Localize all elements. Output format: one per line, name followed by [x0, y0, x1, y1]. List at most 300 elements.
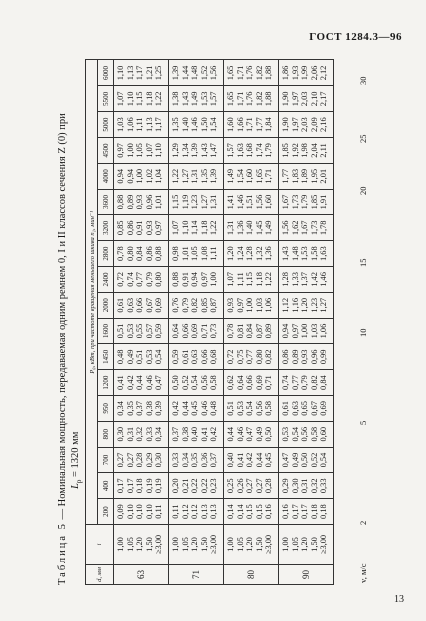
power-value: 1,11 — [135, 117, 145, 132]
power-value: 0,96 — [309, 349, 319, 365]
power-value: 0,75 — [235, 349, 245, 365]
power-value: 0,59 — [171, 349, 180, 365]
power-value: 1,02 — [144, 168, 154, 184]
power-cell — [224, 241, 279, 267]
power-value: 0,30 — [154, 452, 164, 468]
power-cell — [114, 86, 169, 112]
ratio-value: 1,50 — [199, 537, 209, 552]
power-value: 0,33 — [319, 478, 329, 494]
power-value: 1,17 — [135, 65, 145, 81]
power-cell — [114, 60, 169, 86]
ratio-value: ≥3,00 — [154, 534, 164, 555]
power-value: 0,14 — [226, 504, 235, 519]
power-value: 1,90 — [281, 117, 290, 132]
power-value: 1,67 — [281, 194, 290, 210]
power-value: 0,35 — [125, 401, 135, 416]
power-value: 0,66 — [199, 349, 209, 365]
power-value: 1,74 — [254, 143, 264, 158]
ratio-cell — [279, 525, 334, 565]
ratio-header: i — [86, 525, 114, 565]
power-value: 0,37 — [209, 452, 219, 468]
power-value: 0,52 — [180, 375, 190, 390]
power-value: 0,53 — [235, 401, 245, 416]
power-value: 0,80 — [125, 246, 135, 261]
freq-header: 1200 — [98, 370, 114, 396]
ratio-cell — [224, 525, 279, 565]
power-value: 0,63 — [290, 401, 300, 416]
power-cell — [114, 267, 169, 293]
power-value: 0,94 — [190, 272, 200, 287]
power-value: 1,71 — [235, 65, 245, 81]
power-value: 1,07 — [116, 91, 125, 107]
power-value: 0,42 — [125, 375, 135, 390]
power-value: 0,71 — [264, 375, 274, 390]
power-cell — [224, 138, 279, 164]
power-value: 1,83 — [290, 168, 300, 184]
power-value: 0,56 — [300, 426, 310, 442]
power-value: 0,40 — [190, 426, 200, 442]
power-value: 1,40 — [245, 220, 255, 236]
power-value: 0,69 — [319, 401, 329, 416]
power-cell — [169, 86, 224, 112]
power-value: 1,11 — [209, 246, 219, 261]
power-cell — [169, 318, 224, 344]
power-cell — [169, 215, 224, 241]
power-cell — [279, 499, 334, 525]
power-value: 1,65 — [254, 168, 264, 184]
power-header: P₀, кВт, при частоте вращения меньшего шкива n₁, мин⁻¹ — [86, 60, 98, 525]
power-value: 1,93 — [290, 65, 300, 81]
power-value: 0,63 — [190, 349, 200, 365]
power-cell — [169, 292, 224, 318]
power-value: 1,86 — [281, 65, 290, 81]
power-cell — [224, 499, 279, 525]
power-cell — [224, 421, 279, 447]
power-value: 0,84 — [319, 375, 329, 390]
power-value: 0,53 — [125, 323, 135, 339]
power-value: 1,00 — [125, 143, 135, 158]
power-value: 0,18 — [135, 478, 145, 494]
power-value: 1,46 — [319, 272, 329, 287]
power-value: 0,34 — [154, 426, 164, 442]
power-value: 1,16 — [290, 297, 300, 313]
power-value: 0,89 — [290, 349, 300, 365]
power-value: 0,61 — [180, 349, 190, 365]
power-cell — [114, 215, 169, 241]
power-value: 1,27 — [180, 168, 190, 184]
power-cell — [169, 499, 224, 525]
power-value: 0,51 — [116, 323, 125, 339]
power-value: 1,27 — [199, 194, 209, 210]
power-value: 0,96 — [144, 194, 154, 210]
power-value: 1,13 — [125, 65, 135, 81]
power-value: 0,46 — [199, 401, 209, 416]
power-value: 1,22 — [171, 168, 180, 184]
power-value: 0,77 — [135, 272, 145, 287]
ratio-value: 1,00 — [171, 537, 180, 552]
power-value: 1,67 — [300, 220, 310, 236]
page-number: 13 — [394, 594, 404, 605]
power-value: 2,09 — [309, 117, 319, 132]
power-value: 0,47 — [154, 375, 164, 390]
power-value: 0,82 — [309, 375, 319, 390]
power-value: 0,51 — [226, 401, 235, 416]
power-value: 0,41 — [199, 426, 209, 442]
power-value: 0,28 — [135, 452, 145, 468]
power-value: 0,64 — [171, 323, 180, 339]
power-value: 0,84 — [135, 246, 145, 261]
power-value: 0,54 — [319, 452, 329, 468]
power-value: 1,56 — [254, 194, 264, 210]
power-value: 1,07 — [144, 143, 154, 158]
power-value: 0,53 — [144, 349, 154, 365]
power-value: 0,93 — [300, 349, 310, 365]
power-value: 0,78 — [116, 246, 125, 261]
power-cell — [224, 189, 279, 215]
power-cell — [114, 241, 169, 267]
diameter-header: d, мм — [86, 565, 114, 585]
power-value: 1,97 — [290, 117, 300, 132]
power-value: 0,87 — [209, 297, 219, 313]
ratio-value: ≥3,00 — [209, 534, 219, 555]
power-cell — [169, 138, 224, 164]
power-value: 0,86 — [281, 349, 290, 365]
power-value: 0,85 — [116, 220, 125, 236]
power-value: 0,79 — [144, 272, 154, 287]
power-value: 0,36 — [199, 452, 209, 468]
freq-header: 4000 — [98, 163, 114, 189]
power-value: 0,40 — [226, 452, 235, 468]
velocity-tick: 10 — [358, 328, 368, 337]
power-value: 0,97 — [154, 220, 164, 236]
power-value: 0,49 — [290, 452, 300, 468]
power-value: 1,90 — [281, 91, 290, 107]
power-cell — [279, 267, 334, 293]
power-value: 1,56 — [281, 220, 290, 236]
power-value: 0,13 — [199, 504, 209, 519]
power-value: 1,47 — [209, 143, 219, 158]
power-value: 1,54 — [235, 168, 245, 184]
power-value: 1,46 — [235, 194, 245, 210]
power-value: 1,14 — [190, 220, 200, 236]
diameter-cell: 71 — [169, 565, 224, 585]
velocity-label: v, м/с — [358, 563, 368, 583]
power-value: 0,52 — [309, 452, 319, 468]
power-value: 0,10 — [135, 504, 145, 519]
power-value: 0,91 — [135, 220, 145, 236]
power-value: 0,41 — [116, 375, 125, 390]
power-value: 1,06 — [264, 297, 274, 313]
power-value: 1,62 — [290, 220, 300, 236]
power-value: 0,60 — [319, 426, 329, 442]
power-value: 0,12 — [190, 504, 200, 519]
power-value: 0,73 — [209, 323, 219, 339]
power-value: 0,54 — [154, 349, 164, 365]
power-value: 0,23 — [209, 478, 219, 494]
power-value: 0,38 — [144, 401, 154, 416]
power-cell — [224, 447, 279, 473]
power-value: 2,01 — [319, 168, 329, 184]
power-value: 2,17 — [319, 91, 329, 107]
power-cell — [224, 267, 279, 293]
power-value: 0,77 — [290, 375, 300, 390]
ratio-value: ≥3,00 — [319, 534, 329, 555]
power-value: 0,37 — [171, 426, 180, 442]
power-cell — [224, 86, 279, 112]
power-cell — [169, 189, 224, 215]
power-cell — [224, 60, 279, 86]
document-header: ГОСТ 1284.3—96 — [309, 31, 402, 43]
power-value: 0,86 — [144, 246, 154, 261]
power-value: 0,94 — [281, 323, 290, 339]
power-cell — [169, 447, 224, 473]
freq-header: 5000 — [98, 112, 114, 138]
power-value: 2,04 — [309, 143, 319, 158]
ratio-value: 1,00 — [281, 537, 290, 552]
ratio-value: 1,05 — [235, 537, 245, 552]
power-value: 0,97 — [116, 143, 125, 158]
power-value: 1,92 — [290, 143, 300, 158]
power-value: 0,22 — [199, 478, 209, 494]
power-value: 1,73 — [309, 220, 319, 236]
power-value: 1,71 — [245, 117, 255, 132]
power-value: 0,11 — [171, 504, 180, 519]
power-value: 1,51 — [245, 194, 255, 210]
power-value: 0,27 — [116, 452, 125, 468]
power-value: 0,89 — [264, 323, 274, 339]
power-value: 0,19 — [154, 478, 164, 494]
power-value: 1,77 — [254, 117, 264, 132]
ratio-value: 1,50 — [309, 537, 319, 552]
power-value: 1,01 — [180, 246, 190, 261]
power-value: 1,82 — [254, 91, 264, 107]
power-value: 1,37 — [300, 272, 310, 287]
power-value: 1,60 — [264, 194, 274, 210]
power-value: 1,76 — [245, 91, 255, 107]
power-value: 0,31 — [300, 478, 310, 494]
power-value: 0,25 — [226, 478, 235, 494]
power-value: 1,28 — [281, 272, 290, 287]
rotated-table-block — [56, 60, 386, 585]
power-value: 1,11 — [235, 272, 245, 287]
power-value: 0,74 — [125, 272, 135, 287]
power-value: 0,20 — [171, 478, 180, 494]
power-value: 0,81 — [235, 323, 245, 339]
power-value: 1,73 — [290, 194, 300, 210]
power-value: 0,27 — [245, 478, 255, 494]
power-cell — [114, 421, 169, 447]
power-value: 1,68 — [245, 143, 255, 158]
power-value: 1,22 — [154, 91, 164, 107]
power-value: 0,98 — [171, 246, 180, 261]
power-value: 1,17 — [154, 117, 164, 132]
power-cell — [114, 473, 169, 499]
velocity-tick: 15 — [358, 258, 368, 267]
power-value: 0,10 — [125, 504, 135, 519]
power-value: 2,12 — [319, 65, 329, 81]
freq-header: 5500 — [98, 86, 114, 112]
power-value: 0,21 — [180, 478, 190, 494]
power-value: 0,38 — [180, 426, 190, 442]
power-value: 1,49 — [190, 91, 200, 107]
power-value: 0,51 — [135, 349, 145, 365]
power-value: 0,82 — [264, 349, 274, 365]
power-value: 0,49 — [254, 426, 264, 442]
power-value: 1,95 — [309, 168, 319, 184]
power-value: 0,66 — [180, 323, 190, 339]
power-value: 0,57 — [144, 323, 154, 339]
power-cell — [279, 215, 334, 241]
power-value: 1,40 — [180, 117, 190, 132]
power-cell — [114, 447, 169, 473]
power-cell — [169, 112, 224, 138]
power-value: 1,43 — [180, 91, 190, 107]
power-value: 0,74 — [281, 375, 290, 390]
power-value: 0,97 — [235, 297, 245, 313]
power-value: 0,77 — [245, 349, 255, 365]
power-value: 1,60 — [245, 168, 255, 184]
velocity-tick: 30 — [358, 76, 368, 85]
power-cell — [169, 60, 224, 86]
power-value: 2,03 — [300, 117, 310, 132]
freq-header: 2800 — [98, 241, 114, 267]
power-value: 0,88 — [171, 272, 180, 287]
power-cell — [169, 396, 224, 422]
power-value: 0,87 — [254, 323, 264, 339]
diameter-cell: 80 — [224, 565, 279, 585]
power-value: 0,59 — [154, 323, 164, 339]
power-value: 0,15 — [245, 504, 255, 519]
power-cell — [279, 86, 334, 112]
power-value: 0,50 — [171, 375, 180, 390]
power-value: 0,45 — [190, 401, 200, 416]
power-value: 1,28 — [245, 246, 255, 261]
freq-header: 800 — [98, 421, 114, 447]
power-value: 1,23 — [190, 194, 200, 210]
velocity-scale — [358, 60, 372, 585]
power-value: 0,78 — [226, 323, 235, 339]
power-value: 1,53 — [199, 91, 209, 107]
power-value: 0,47 — [245, 426, 255, 442]
power-value: 2,06 — [309, 65, 319, 81]
ratio-value: 1,00 — [226, 537, 235, 552]
power-value: 0,53 — [281, 426, 290, 442]
power-value: 1,42 — [309, 272, 319, 287]
power-value: 1,57 — [209, 91, 219, 107]
power-cell — [224, 112, 279, 138]
power-value: 1,18 — [254, 272, 264, 287]
power-cell — [224, 292, 279, 318]
power-value: 1,00 — [135, 168, 145, 184]
power-cell — [224, 318, 279, 344]
power-value: 0,69 — [254, 375, 264, 390]
ratio-value: 1,50 — [144, 537, 154, 552]
power-value: 1,21 — [144, 65, 154, 81]
power-value: 1,43 — [281, 246, 290, 261]
power-value: 0,54 — [290, 426, 300, 442]
freq-header: 400 — [98, 473, 114, 499]
ratio-value: 1,05 — [290, 537, 300, 552]
freq-header: 700 — [98, 447, 114, 473]
power-value: 0,18 — [309, 504, 319, 519]
power-value: 0,14 — [235, 504, 245, 519]
power-value: 1,00 — [209, 272, 219, 287]
power-value: 1,34 — [180, 143, 190, 158]
caption-line2: = 1320 мм — [70, 431, 81, 480]
power-value: 0,79 — [300, 375, 310, 390]
power-value: 0,79 — [180, 297, 190, 313]
power-value: 1,78 — [319, 220, 329, 236]
power-value: 0,55 — [135, 323, 145, 339]
power-value: 0,44 — [135, 375, 145, 390]
power-value: 1,04 — [154, 168, 164, 184]
power-value: 0,16 — [281, 504, 290, 519]
power-value: 1,00 — [300, 323, 310, 339]
power-value: 1,05 — [135, 143, 145, 158]
power-value: 0,39 — [154, 401, 164, 416]
power-value: 1,77 — [281, 168, 290, 184]
power-value: 0,67 — [309, 401, 319, 416]
power-value: 0,62 — [226, 375, 235, 390]
power-value: 1,39 — [190, 143, 200, 158]
power-value: 1,54 — [209, 117, 219, 132]
power-value: 0,32 — [309, 478, 319, 494]
power-value: 0,34 — [180, 452, 190, 468]
power-value: 1,23 — [309, 297, 319, 313]
power-value: 0,29 — [144, 452, 154, 468]
power-value: 0,22 — [190, 478, 200, 494]
power-value: 1,66 — [235, 117, 245, 132]
power-value: 1,05 — [190, 246, 200, 261]
power-value: 0,44 — [226, 426, 235, 442]
power-value: 0,66 — [245, 375, 255, 390]
power-value: 1,91 — [319, 194, 329, 210]
power-cell — [279, 241, 334, 267]
power-value: 0,42 — [245, 452, 255, 468]
power-cell — [279, 344, 334, 370]
power-value: 1,41 — [226, 194, 235, 210]
velocity-tick: 25 — [358, 134, 368, 143]
freq-header: 4500 — [98, 138, 114, 164]
ratio-value: 1,50 — [254, 537, 264, 552]
power-value: 0,16 — [264, 504, 274, 519]
power-value: 0,48 — [116, 349, 125, 365]
power-cell — [224, 344, 279, 370]
ratio-value: 1,20 — [190, 537, 200, 552]
freq-header: 1450 — [98, 344, 114, 370]
power-value: 1,85 — [281, 143, 290, 158]
power-value: 1,33 — [290, 272, 300, 287]
power-value: 0,58 — [309, 426, 319, 442]
power-value: 0,46 — [144, 375, 154, 390]
power-value: 1,36 — [235, 220, 245, 236]
ratio-value: 1,20 — [300, 537, 310, 552]
power-cell — [279, 138, 334, 164]
power-value: 1,07 — [171, 220, 180, 236]
diameter-cell: 90 — [279, 565, 334, 585]
ratio-value: 1,20 — [135, 537, 145, 552]
power-value: 0,97 — [199, 272, 209, 287]
ratio-value: 1,05 — [180, 537, 190, 552]
power-value: 0,76 — [171, 297, 180, 313]
power-cell — [279, 473, 334, 499]
power-value: 0,50 — [300, 452, 310, 468]
power-value: 0,44 — [254, 452, 264, 468]
caption-lp: L — [70, 483, 81, 489]
power-value: 0,54 — [245, 401, 255, 416]
power-value: 1,35 — [171, 117, 180, 132]
power-value: 1,45 — [254, 220, 264, 236]
